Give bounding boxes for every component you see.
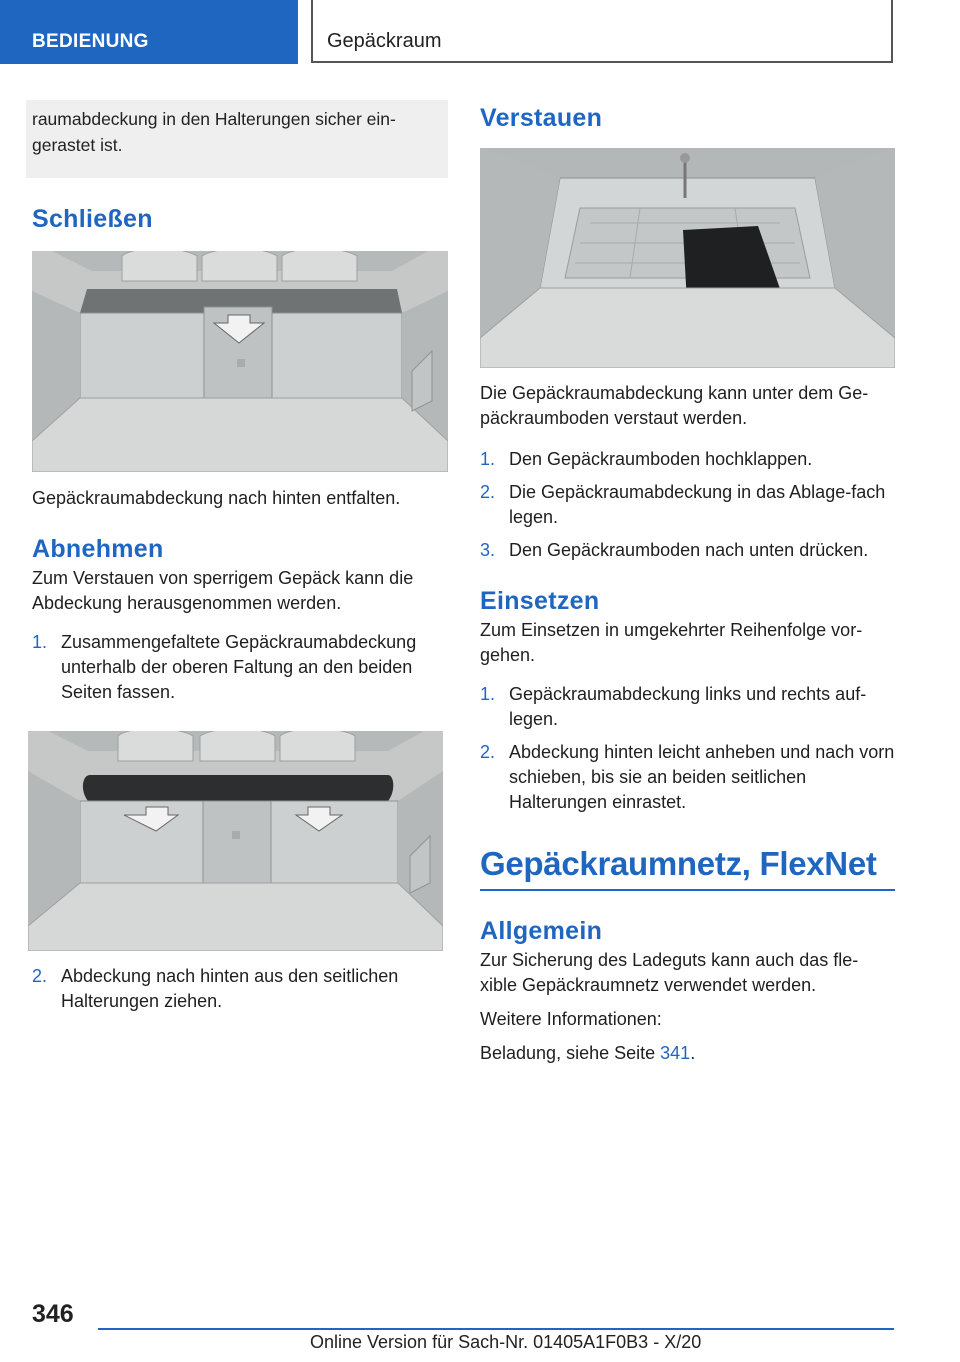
heading-schliessen: Schließen	[32, 205, 153, 233]
section-title: BEDIENUNG	[32, 31, 149, 52]
trunk-photo-remove	[28, 731, 443, 951]
list-number: 1.	[480, 449, 496, 469]
einsetzen-intro: Zum Einsetzen in umgekehrter Reihenfolge vor-gehen.	[480, 620, 863, 665]
heading-abnehmen: Abnehmen	[32, 535, 164, 563]
beladung-suffix: .	[690, 1043, 696, 1063]
list-number: 3.	[480, 540, 496, 560]
right-column	[480, 100, 895, 1066]
list-text: Abdeckung hinten leicht anheben und nach vorn schieben, bis sie an beiden seitlichen Halterungen einrastet.	[509, 742, 895, 812]
left-column	[32, 100, 448, 1014]
list-number: 1.	[32, 632, 48, 652]
page-link[interactable]: 341	[660, 1043, 691, 1063]
trunk-illustration-1	[32, 251, 448, 472]
list-number: 2.	[480, 482, 496, 502]
list-number: 2.	[32, 966, 48, 986]
footer-rule	[98, 1328, 894, 1330]
trunk-photo-unfold	[32, 251, 448, 472]
list-item	[32, 630, 448, 705]
beladung-prefix: Beladung, siehe Seite	[480, 1043, 661, 1063]
list-text: Die Gepäckraumabdeckung in das Ablage-fach legen.	[509, 482, 886, 527]
list-text: Gepäckraumabdeckung links und rechts auf-legen.	[509, 684, 867, 729]
list-item	[480, 740, 895, 815]
list-item	[480, 447, 895, 472]
list-number: 2.	[480, 742, 496, 762]
trunk-photo-stow	[480, 148, 895, 368]
list-text: Den Gepäckraumboden hochklappen.	[509, 449, 813, 469]
trunk-illustration-2	[28, 731, 443, 951]
list-text: Abdeckung nach hinten aus den seitlichen Halterungen ziehen.	[61, 966, 399, 1011]
caption-unfold: Gepäckraumabdeckung nach hinten entfalten.	[32, 488, 401, 508]
footer-version: Online Version für Sach-Nr. 01405A1F0B3 - X/20	[310, 1332, 702, 1352]
heading-einsetzen: Einsetzen	[480, 587, 600, 615]
list-text: Zusammengefaltete Gepäckraumabdeckung unterhalb der oberen Faltung an den beiden Seiten fassen.	[61, 632, 417, 702]
note-text: raumabdeckung in den Halterungen sicher ein-gerastet ist.	[32, 109, 396, 155]
heading-rule	[480, 889, 895, 891]
trunk-illustration-3	[480, 148, 895, 368]
abnehmen-intro: Zum Verstauen von sperrigem Gepäck kann die Abdeckung herausgenommen werden.	[32, 568, 414, 613]
list-item	[480, 682, 895, 732]
verstauen-intro: Die Gepäckraumabdeckung kann unter dem Ge-päckraumboden verstaut werden.	[480, 383, 869, 428]
chapter-title: Gepäckraum	[327, 30, 442, 52]
list-text: Den Gepäckraumboden nach unten drücken.	[509, 540, 869, 560]
list-item	[32, 964, 448, 1014]
section-tab	[0, 0, 298, 64]
page-number: 346	[32, 1300, 74, 1328]
note-box	[26, 100, 448, 178]
list-item	[480, 480, 895, 530]
list-number: 1.	[480, 684, 496, 704]
beladung-ref	[480, 1041, 895, 1066]
heading-allgemein: Allgemein	[480, 917, 603, 945]
heading-flexnet: Gepäckraumnetz, FlexNet	[480, 845, 877, 882]
allgemein-text: Zur Sicherung des Ladeguts kann auch das fle-xible Gepäckraumnetz verwendet werden.	[480, 950, 859, 995]
list-item	[480, 538, 895, 563]
weitere-info: Weitere Informationen:	[480, 1009, 662, 1029]
heading-verstauen: Verstauen	[480, 104, 603, 132]
chapter-box	[311, 0, 893, 63]
